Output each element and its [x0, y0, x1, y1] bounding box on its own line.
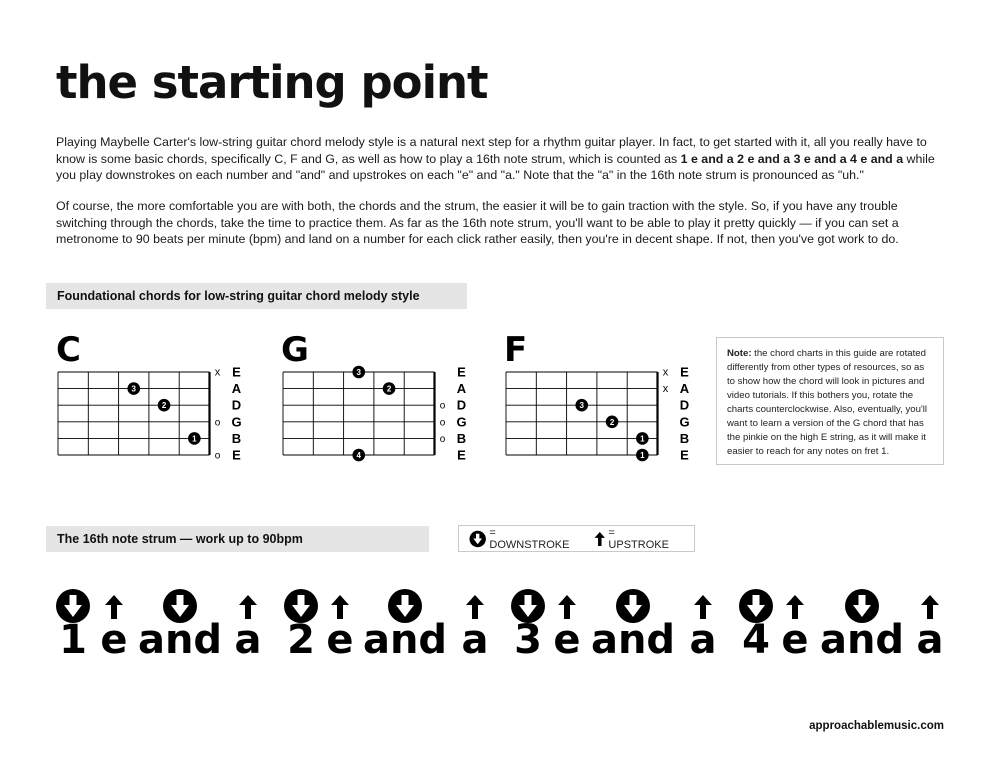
string-name-label: E: [680, 447, 689, 463]
strum-section-header: The 16th note strum — work up to 90bpm: [46, 526, 429, 552]
string-name-label: B: [231, 430, 242, 446]
chord-chart-c: [58, 364, 255, 464]
stroke-legend: [458, 525, 695, 552]
string-name-label: A: [231, 381, 242, 397]
chord-name-g: G: [281, 330, 309, 370]
muted-string-marker: x: [662, 383, 669, 396]
note-label: Note:: [727, 348, 752, 359]
intro-paragraph-1: [56, 134, 946, 184]
finger-dot: [606, 416, 619, 429]
string-name-label: A: [456, 381, 467, 397]
string-name-label: E: [680, 364, 689, 380]
finger-number: 1: [192, 434, 197, 444]
finger-number: 3: [356, 368, 361, 377]
page-title: the starting point: [56, 56, 488, 109]
finger-dot: [158, 399, 171, 412]
finger-number: 4: [356, 451, 361, 460]
strum-count: and: [590, 617, 676, 663]
finger-dot: [636, 432, 649, 445]
intro-paragraph-2: Of course, the more comfortable you are with both, the chords and the strum, the easier it will be to gain traction with the style. So, if you have any trouble switching through the chords, take the time to practice them. As far as the 16th note strum, you'll want to be able to play it pretty quickly — if you can set a metronome to 90 beats per minute (bpm) and land on a number for each click rather easily, then you're in decent shape. If not, then you've got work to do.: [56, 199, 899, 246]
open-string-marker: o: [439, 433, 446, 445]
intro-text-b: while you play downstrokes on each number and "and" and upstrokes on each "e" and "a." Note that the "a" in the 16th note strum is pronounced as "uh.": [56, 151, 935, 182]
finger-number: 3: [579, 401, 584, 411]
string-name-label: G: [679, 414, 690, 430]
note-text: the chord charts in this guide are rotated differently from other types of resources, so as to show how the chord will look in pictures and video tutorials. If this bothers you, rotate the charts counterclockwise. Also, eventually, you'll want to learn a version of the G chord that has the pinkie on the high E string, as it will make it easier to reach for any notes on fret 1.: [727, 348, 928, 457]
string-name-label: D: [679, 397, 690, 413]
intro-text-a: Playing Maybelle Carter's low-string guitar chord melody style is a natural next step for a rhythm guitar player. In fact, to get started with it, all you really have to know is some basic chords, specifically C, F and G, as well as how to play a 16th note strum, which is counted as: [56, 135, 927, 166]
string-name-label: D: [231, 397, 242, 413]
strum-count: 2: [287, 617, 315, 663]
upstroke-arrow-icon: [594, 531, 606, 547]
finger-dot: [383, 382, 396, 395]
strum-count: 3: [514, 617, 542, 663]
strum-count: e: [326, 617, 354, 663]
finger-number: 3: [131, 384, 136, 394]
strum-pattern: [0, 588, 1000, 688]
finger-dot: [352, 366, 365, 379]
string-name-label: B: [456, 430, 467, 446]
finger-dot: [127, 382, 140, 395]
finger-number: 2: [161, 401, 167, 411]
string-name-label: G: [456, 414, 467, 430]
string-name-label: E: [457, 447, 466, 463]
strum-count: a: [234, 617, 262, 663]
string-name-label: B: [679, 430, 690, 446]
strum-count: e: [781, 617, 809, 663]
string-name-label: E: [232, 447, 241, 463]
strum-count: 4: [742, 617, 770, 663]
strum-count: 1: [59, 617, 87, 663]
finger-number: 2: [609, 417, 615, 427]
open-string-marker: o: [214, 417, 221, 429]
strum-count: a: [461, 617, 489, 663]
strum-count: e: [100, 617, 128, 663]
finger-dot: [352, 449, 365, 462]
finger-dot: [636, 449, 649, 462]
strum-count: a: [916, 617, 944, 663]
open-string-marker: o: [439, 400, 446, 412]
downstroke-circle-arrow-icon: [469, 530, 486, 548]
string-name-label: D: [456, 397, 467, 413]
open-string-marker: o: [214, 450, 221, 462]
strum-count: and: [137, 617, 223, 663]
chord-chart-note: [716, 337, 944, 465]
finger-dot: [575, 399, 588, 412]
intro-count-bold: 1 e and a 2 e and a 3 e and a 4 e and a: [680, 151, 904, 166]
legend-upstroke-label: = UPSTROKE: [608, 526, 669, 551]
legend-upstroke: [594, 527, 676, 551]
string-name-label: A: [679, 381, 690, 397]
open-string-marker: o: [439, 417, 446, 429]
finger-number: 1: [640, 451, 645, 460]
chord-name-c: C: [56, 330, 81, 370]
chord-name-f: F: [504, 330, 528, 370]
muted-string-marker: x: [662, 366, 669, 379]
strum-count: a: [689, 617, 717, 663]
legend-downstroke-label: = DOWNSTROKE: [489, 526, 570, 551]
chord-chart-f: [506, 364, 703, 464]
strum-count: and: [819, 617, 905, 663]
strum-count: and: [362, 617, 448, 663]
string-name-label: E: [232, 364, 241, 380]
finger-number: 2: [386, 384, 392, 394]
muted-string-marker: x: [214, 366, 221, 379]
string-name-label: E: [457, 364, 466, 380]
finger-dot: [188, 432, 201, 445]
string-name-label: G: [231, 414, 242, 430]
chords-section-header: Foundational chords for low-string guitar chord melody style: [46, 283, 467, 309]
legend-downstroke: [469, 527, 576, 551]
strum-count: e: [553, 617, 581, 663]
finger-number: 1: [640, 434, 645, 444]
chord-chart-g: [283, 364, 480, 464]
footer-website: approachablemusic.com: [809, 720, 944, 732]
